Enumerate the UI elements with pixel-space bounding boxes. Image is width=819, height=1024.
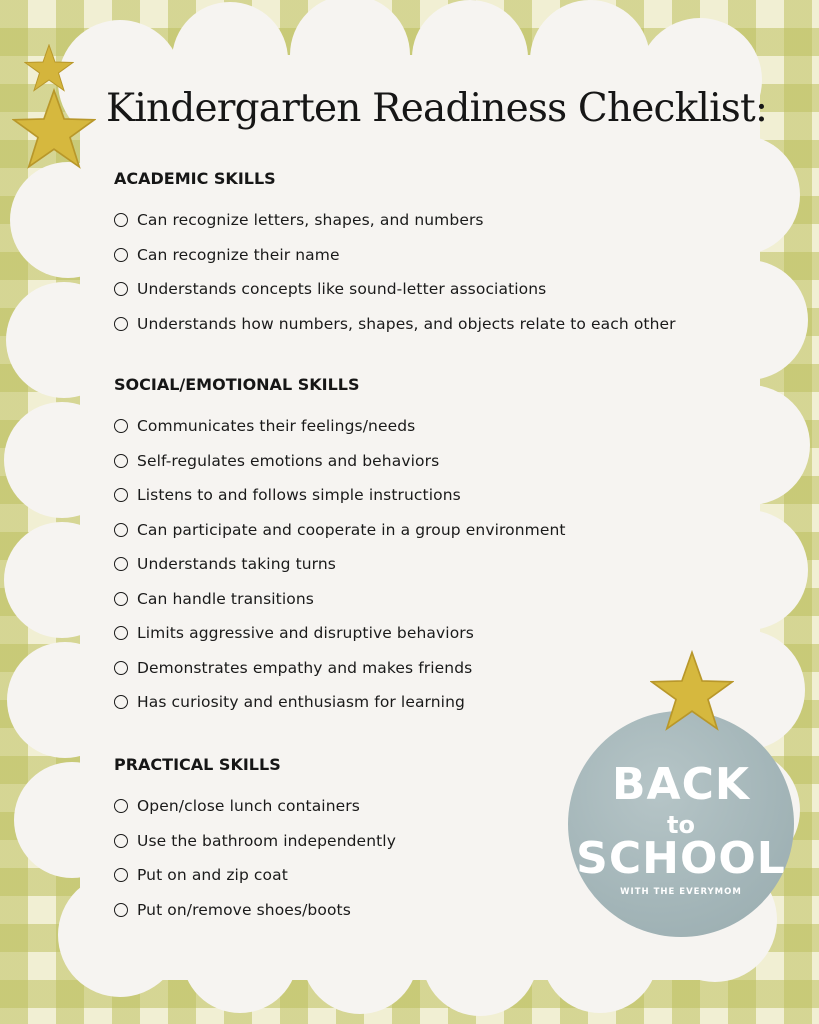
- radio-circle-icon[interactable]: [114, 557, 128, 571]
- radio-circle-icon[interactable]: [114, 213, 128, 227]
- item-label: Use the bathroom independently: [137, 831, 396, 850]
- badge-tagline: WITH THE EVERYMOM: [620, 887, 742, 897]
- item-label: Communicates their feelings/needs: [137, 417, 416, 436]
- item-label: Self-regulates emotions and behaviors: [137, 451, 440, 470]
- checklist-item[interactable]: [114, 582, 734, 617]
- checklist-item[interactable]: [114, 238, 734, 273]
- item-label: Can recognize letters, shapes, and numbers: [137, 211, 484, 230]
- radio-circle-icon[interactable]: [114, 419, 128, 433]
- radio-circle-icon[interactable]: [114, 868, 128, 882]
- badge-line-to: to: [667, 811, 695, 839]
- radio-circle-icon[interactable]: [114, 317, 128, 331]
- section-academic-skills: [114, 169, 734, 341]
- item-label: Put on/remove shoes/boots: [137, 900, 351, 919]
- checklist-item[interactable]: [114, 513, 734, 548]
- radio-circle-icon[interactable]: [114, 661, 128, 675]
- item-label: Understands how numbers, shapes, and objects relate to each other: [137, 314, 676, 333]
- radio-circle-icon[interactable]: [114, 695, 128, 709]
- badge-line-back: BACK: [612, 759, 750, 810]
- item-label: Has curiosity and enthusiasm for learning: [137, 693, 465, 712]
- badge-line-school: SCHOOL: [576, 833, 786, 884]
- star-icon: [650, 650, 734, 732]
- item-label: Listens to and follows simple instructions: [137, 486, 461, 505]
- item-label: Put on and zip coat: [137, 866, 288, 885]
- item-label: Open/close lunch containers: [137, 797, 360, 816]
- radio-circle-icon[interactable]: [114, 248, 128, 262]
- checklist-item[interactable]: [114, 651, 734, 686]
- radio-circle-icon[interactable]: [114, 523, 128, 537]
- item-label: Can participate and cooperate in a group environment: [137, 520, 566, 539]
- item-label: Demonstrates empathy and makes friends: [137, 658, 473, 677]
- section-heading: SOCIAL/EMOTIONAL SKILLS: [114, 375, 360, 394]
- item-label: Limits aggressive and disruptive behaviors: [137, 624, 474, 643]
- star-icon: [24, 44, 74, 92]
- section-social-emotional-skills: [114, 375, 734, 720]
- radio-circle-icon[interactable]: [114, 488, 128, 502]
- radio-circle-icon[interactable]: [114, 799, 128, 813]
- radio-circle-icon[interactable]: [114, 903, 128, 917]
- checklist-item[interactable]: [114, 272, 734, 307]
- checklist-item[interactable]: [114, 409, 734, 444]
- checklist-item[interactable]: [114, 307, 734, 342]
- checklist-item[interactable]: [114, 203, 734, 238]
- checklist-item[interactable]: [114, 478, 734, 513]
- page-title: Kindergarten Readiness Checklist:: [106, 86, 768, 131]
- section-heading: ACADEMIC SKILLS: [114, 169, 276, 188]
- checklist-item[interactable]: [114, 547, 734, 582]
- radio-circle-icon[interactable]: [114, 834, 128, 848]
- checklist-item[interactable]: [114, 685, 734, 720]
- item-label: Understands taking turns: [137, 555, 336, 574]
- radio-circle-icon[interactable]: [114, 592, 128, 606]
- radio-circle-icon[interactable]: [114, 282, 128, 296]
- item-label: Can recognize their name: [137, 245, 340, 264]
- item-label: Can handle transitions: [137, 589, 314, 608]
- radio-circle-icon[interactable]: [114, 454, 128, 468]
- checklist-item[interactable]: [114, 616, 734, 651]
- back-to-school-badge: [568, 711, 794, 937]
- section-heading: PRACTICAL SKILLS: [114, 755, 281, 774]
- star-icon: [12, 88, 96, 170]
- item-label: Understands concepts like sound-letter associations: [137, 280, 547, 299]
- checklist-item[interactable]: [114, 444, 734, 479]
- radio-circle-icon[interactable]: [114, 626, 128, 640]
